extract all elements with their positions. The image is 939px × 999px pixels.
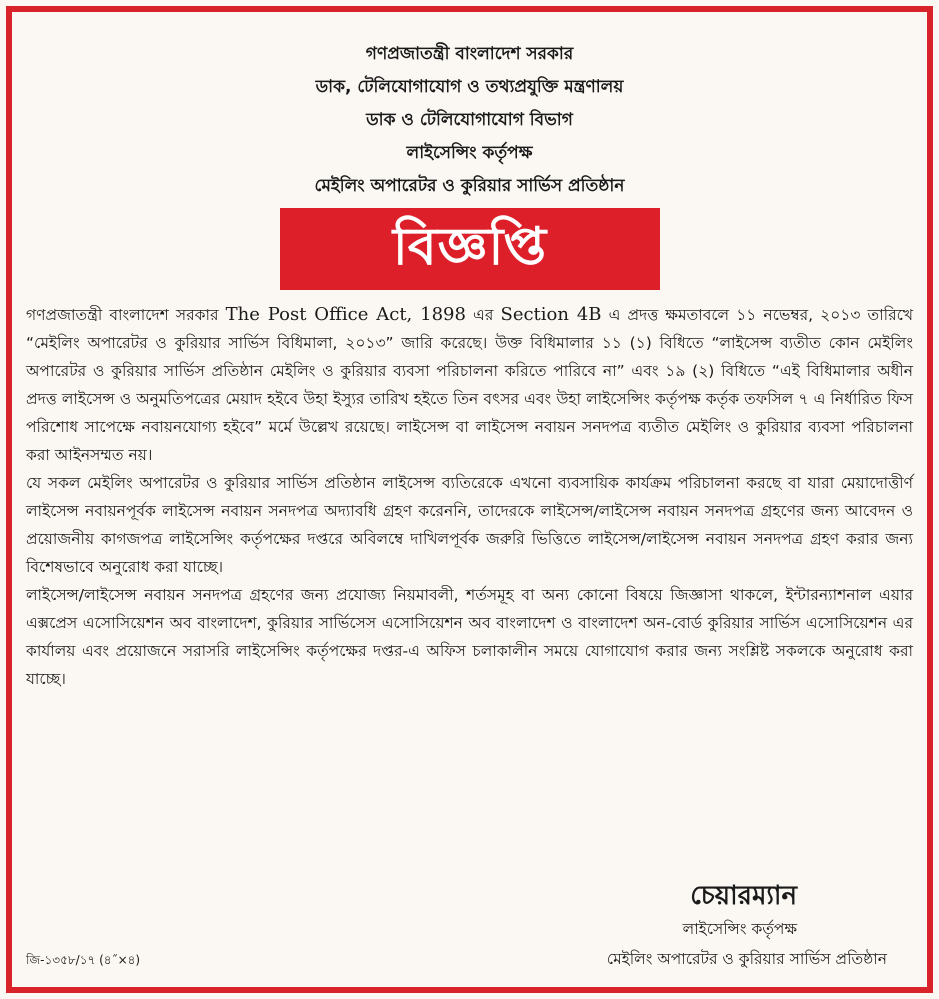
notice-frame bbox=[6, 6, 933, 993]
para1-part-a: গণপ্রজাতন্ত্রী বাংলাদেশ সরকার bbox=[26, 306, 226, 324]
reference-code: জি-১৩৫৮/১৭ (৪˝×৪) bbox=[26, 953, 141, 967]
notice-title-banner bbox=[280, 208, 660, 290]
notice-body bbox=[26, 301, 913, 693]
paragraph-2: যে সকল মেইলিং অপারেটর ও কুরিয়ার সার্ভিস প্রতিষ্ঠান লাইসেন্স ব্যতিরেকে এখনো ব্যবসায়িক কার্যক্রম পরিচালনা করছে বা যারা মেয়াদোত্তীর্ণ লাইসেন্স নবায়নপূর্বক লাইসেন্স নবায়ন সনদপত্র অদ্যাবধি গ্রহণ করেননি, তাদেরকে লাইসেন্স/লাইসেন্স নবায়ন সনদপত্র গ্রহণের জন্য আবেদন ও প্রয়োজনীয় কাগজপত্র লাইসেন্সিং কর্তৃপক্ষের দপ্তরে অবিলম্বে দাখিলপূর্বক জরুরি ভিত্তিতে লাইসেন্স/লাইসেন্স নবায়ন সনদপত্র গ্রহণ করার জন্য বিশেষভাবে অনুরোধ করা যাচ্ছে। bbox=[26, 474, 913, 576]
notice-header bbox=[12, 38, 927, 203]
header-ministry: ডাক, টেলিযোগাযোগ ও তথ্যপ্রযুক্তি মন্ত্রণালয় bbox=[315, 77, 624, 97]
signatory-title: চেয়ারম্যান bbox=[690, 881, 797, 911]
header-division: ডাক ও টেলিযোগাযোগ বিভাগ bbox=[366, 110, 573, 130]
para1-part-c: এ প্রদত্ত ক্ষমতাবলে ১১ নভেম্বর, ২০১৩ তারিখে “মেইলিং অপারেটর ও কুরিয়ার সার্ভিস বিধিমালা, ২০১৩” জারি করেছে। উক্ত বিধিমালার ১১ (১) বিধিতে “লাইসেন্স ব্যতীত কোন মেইলিং অপারেটর ও কুরিয়ার সার্ভিস প্রতিষ্ঠান মেইলিং ও কুরিয়ার ব্যবসা পরিচালনা করিতে পারিবে না” এবং ১৯ (২) বিধিতে “এই বিধিমালার অধীন প্রদত্ত লাইসেন্স ও অনুমতিপত্রের মেয়াদ হইবে উহা ইস্যুর তারিখ হইতে তিন বৎসর এবং উহা লাইসেন্সিং কর্তৃপক্ষ কর্তৃক তফসিল ৭ এ নির্ধারিত ফিস পরিশোধ সাপেক্ষে নবায়নযোগ্য হইবে” মর্মে উল্লেখ রয়েছে। লাইসেন্স বা লাইসেন্স নবায়ন সনদপত্র ব্যতীত মেইলিং ও কুরিয়ার ব্যবসা পরিচালনা করা আইনসম্মত নয়। bbox=[26, 306, 913, 464]
para1-part-b: এর bbox=[465, 306, 501, 324]
act-name: The Post Office Act, 1898 bbox=[225, 304, 466, 325]
signatory-office: লাইসেন্সিং কর্তৃপক্ষ bbox=[682, 920, 797, 938]
notice-title: বিজ্ঞপ্তি bbox=[392, 216, 548, 277]
paragraph-1 bbox=[26, 301, 913, 469]
paragraph-3: লাইসেন্স/লাইসেন্স নবায়ন সনদপত্র গ্রহণের জন্য প্রযোজ্য নিয়মাবলী, শর্তসমূহ বা অন্য কোনো বিষয়ে জিজ্ঞাসা থাকলে, ইন্টারন্যাশনাল এয়ার এক্সপ্রেস এসোসিয়েশন অব বাংলাদেশ, কুরিয়ার সার্ভিসেস এসোসিয়েশন অব বাংলাদেশ ও বাংলাদেশ অন-বোর্ড কুরিয়ার সার্ভিস এসোসিয়েশন এর কার্যালয় এবং প্রয়োজনে সরাসরি লাইসেন্সিং কর্তৃপক্ষের দপ্তর-এ অফিস চলাকালীন সময়ে যোগাযোগ করার জন্য সংশ্লিষ্ট সকলকে অনুরোধ করা যাচ্ছে। bbox=[26, 586, 913, 688]
header-authority: লাইসেন্সিং কর্তৃপক্ষ bbox=[406, 143, 533, 163]
signatory-organization: মেইলিং অপারেটর ও কুরিয়ার সার্ভিস প্রতিষ্ঠান bbox=[606, 950, 887, 968]
header-government: গণপ্রজাতন্ত্রী বাংলাদেশ সরকার bbox=[365, 44, 574, 64]
signature-block bbox=[607, 878, 887, 974]
section-name: Section 4B bbox=[500, 304, 602, 325]
header-subject: মেইলিং অপারেটর ও কুরিয়ার সার্ভিস প্রতিষ্ঠান bbox=[314, 176, 625, 196]
